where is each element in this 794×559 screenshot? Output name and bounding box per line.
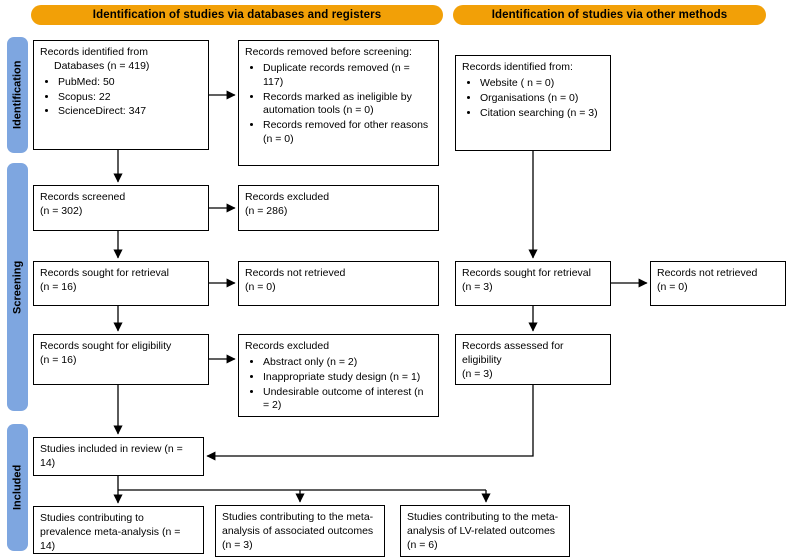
stage-label-screening: Screening (7, 163, 28, 411)
box-records-identified-other (455, 55, 611, 151)
box-sought-retrieval-databases (33, 261, 209, 306)
box-line: Records identified from (40, 46, 148, 58)
box-records-excluded (238, 185, 439, 231)
box-line: (n = 0) (657, 280, 688, 293)
bullet-item: • Organisations (n = 0) (480, 92, 604, 106)
box-line: Studies contributing to prevalence meta-analysis (n = 14) (40, 512, 181, 552)
bullet-item: • Citation searching (n = 3) (480, 107, 604, 121)
box-line: Records sought for eligibility (40, 340, 172, 352)
bullet-list (245, 356, 432, 413)
bullet-list (40, 76, 202, 120)
box-line: Databases (n = 419) (54, 59, 150, 72)
box-studies-included-review (33, 437, 204, 476)
box-title: Records excluded (245, 340, 330, 352)
stage-label-included: Included (7, 424, 28, 551)
box-title: Records identified from: (462, 61, 573, 73)
box-line: (n = 286) (245, 204, 288, 217)
bullet-list (245, 62, 432, 147)
bullet-item: • Inappropriate study design (n = 1) (263, 371, 432, 385)
box-line: (n = 302) (40, 204, 83, 217)
bullet-item: • Website ( n = 0) (480, 77, 604, 91)
banner-other-methods: Identification of studies via other methods (453, 5, 766, 25)
stage-label-identification: Identification (7, 37, 28, 153)
box-line: (n = 0) (245, 280, 276, 293)
box-records-screened (33, 185, 209, 231)
box-line: Records not retrieved (657, 267, 758, 279)
box-line: (n = 16) (40, 280, 77, 293)
box-line: Records assessed for eligibility (462, 340, 564, 366)
box-line: Studies contributing to the meta-analysis of LV-related outcomes (n = 6) (407, 511, 559, 551)
bullet-item: • Scopus: 22 (58, 91, 202, 105)
box-line: Records sought for retrieval (40, 267, 169, 279)
box-sought-retrieval-other (455, 261, 611, 306)
box-line: Records excluded (245, 191, 330, 203)
bullet-item: • Records removed for other reasons (n = 0) (263, 119, 432, 147)
box-not-retrieved-databases (238, 261, 439, 306)
box-line: (n = 3) (462, 280, 493, 293)
bullet-item: • Undesirable outcome of interest (n = 2) (263, 386, 432, 414)
box-line: (n = 3) (462, 367, 493, 380)
box-line: Studies included in review (n = 14) (40, 442, 183, 469)
box-records-excluded-eligibility (238, 334, 439, 417)
box-sought-eligibility (33, 334, 209, 385)
box-associated-outcomes-meta-analysis (215, 505, 385, 557)
box-line: Records screened (40, 191, 126, 203)
box-records-identified-databases (33, 40, 209, 150)
box-title: Records removed before screening: (245, 46, 412, 58)
box-line: Records sought for retrieval (462, 267, 591, 279)
bullet-item: • Duplicate records removed (n = 117) (263, 62, 432, 90)
box-prevalence-meta-analysis (33, 506, 204, 554)
box-lv-related-outcomes-meta-analysis (400, 505, 570, 557)
box-assessed-eligibility (455, 334, 611, 385)
box-records-removed-before-screening (238, 40, 439, 166)
bullet-item: • Abstract only (n = 2) (263, 356, 432, 370)
box-line: (n = 16) (40, 353, 77, 366)
box-line: Records not retrieved (245, 267, 346, 279)
box-line: Studies contributing to the meta-analysis of associated outcomes (n = 3) (222, 511, 374, 551)
box-not-retrieved-other (650, 261, 786, 306)
bullet-item: • ScienceDirect: 347 (58, 105, 202, 119)
bullet-item: • PubMed: 50 (58, 76, 202, 90)
bullet-item: • Records marked as ineligible by automation tools (n = 0) (263, 91, 432, 119)
bullet-list (462, 77, 604, 121)
banner-databases-registers: Identification of studies via databases and registers (31, 5, 443, 25)
